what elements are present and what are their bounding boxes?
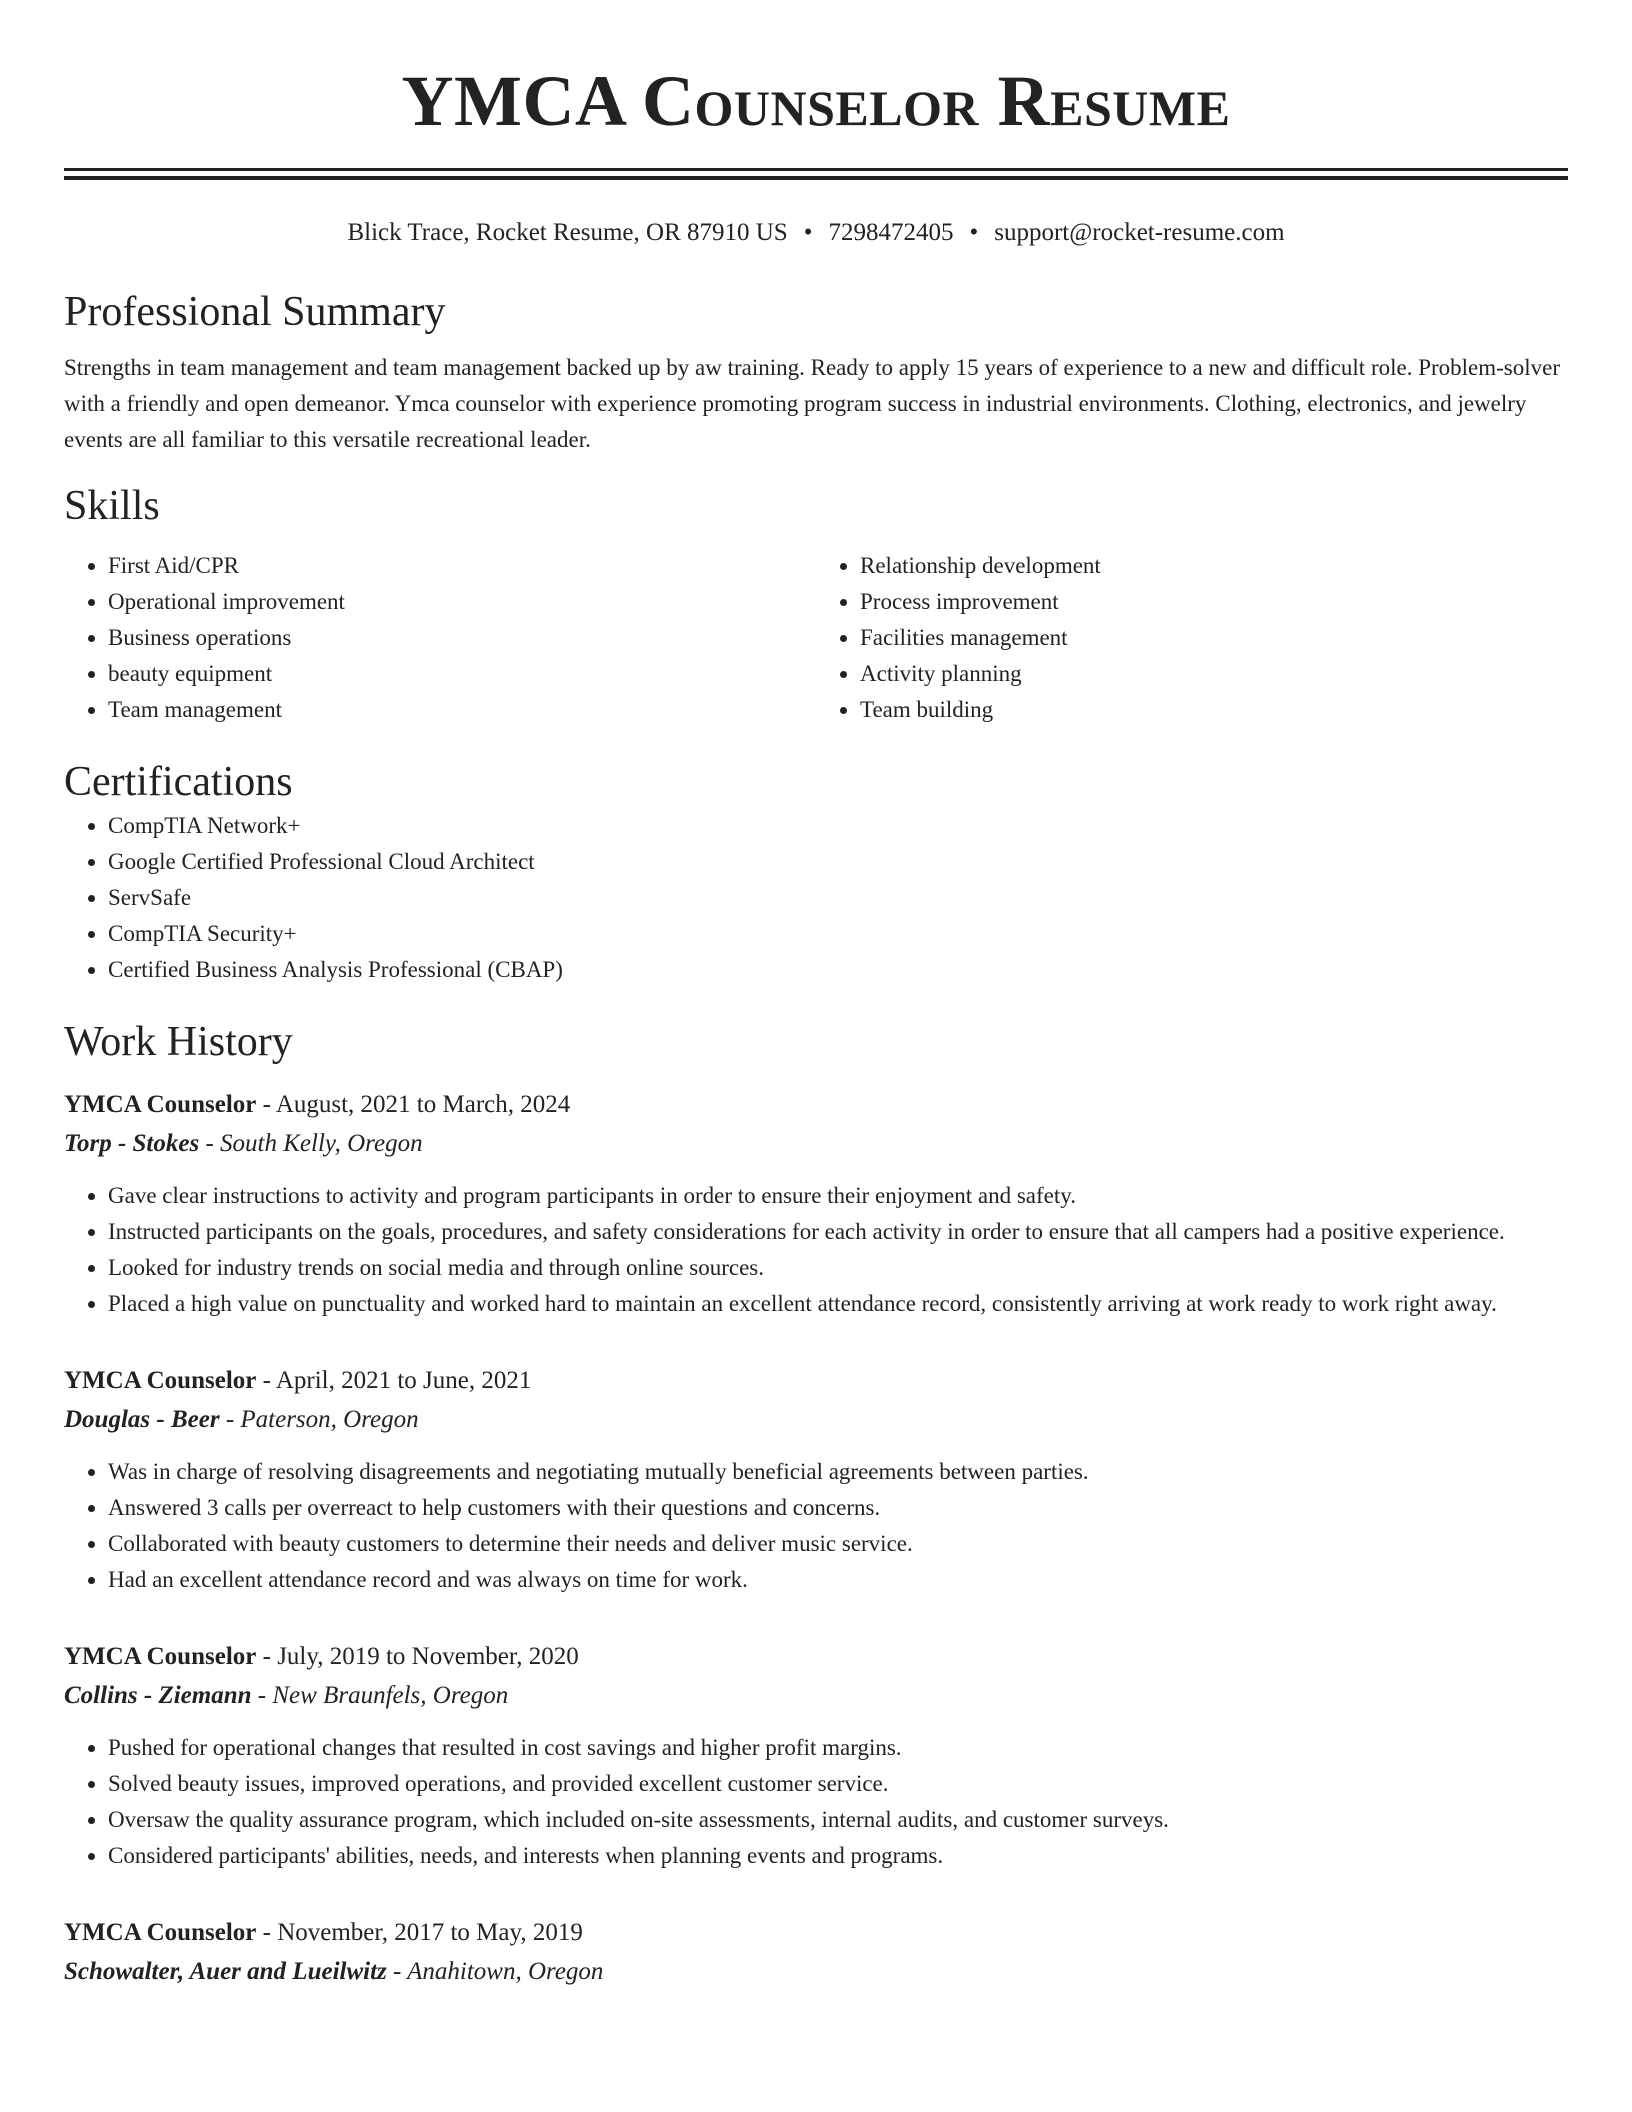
summary-heading: Professional Summary <box>64 289 446 335</box>
job-company-line <box>64 1400 1568 1440</box>
job-company-line <box>64 1676 1568 1716</box>
skill-item: • Team building <box>860 692 1568 728</box>
skills-list-right <box>816 548 1568 728</box>
job-bullet: • Collaborated with beauty customers to determine their needs and deliver music service. <box>108 1526 1568 1562</box>
job-location: Paterson, Oregon <box>240 1406 419 1433</box>
job-company: Douglas - Beer <box>64 1406 220 1433</box>
skills-columns <box>64 548 1568 728</box>
skills-list-left <box>64 548 816 728</box>
job-dash: - <box>199 1130 221 1157</box>
certifications-list <box>64 808 1568 988</box>
job-dash: - <box>386 1958 408 1985</box>
job-company: Schowalter, Auer and Lueilwitz <box>64 1958 387 1985</box>
job-title-line <box>64 1086 1568 1124</box>
job-entry <box>64 1638 1568 1874</box>
certification-item: • Certified Business Analysis Professional (CBAP) <box>108 952 1568 988</box>
job-bullet: • Gave clear instructions to activity and program participants in order to ensure their enjoyment and safety. <box>108 1178 1568 1214</box>
skill-item: • First Aid/CPR <box>108 548 816 584</box>
job-bullet: • Answered 3 calls per overreact to help customers with their questions and concerns. <box>108 1490 1568 1526</box>
contact-separator: • <box>803 219 813 246</box>
skill-item: • Process improvement <box>860 584 1568 620</box>
skill-item: • beauty equipment <box>108 656 816 692</box>
job-bullet: • Was in charge of resolving disagreements and negotiating mutually beneficial agreements between parties. <box>108 1454 1568 1490</box>
work-history-heading: Work History <box>64 1019 293 1065</box>
certification-item: • CompTIA Network+ <box>108 808 1568 844</box>
summary-text: Strengths in team management and team management backed up by aw training. Ready to apply 15 years of experience to a new and difficult role. Problem-solver with a friendly and open demeanor. Ymca counselor with experience promoting program success in industrial environments. Clothing, electronics, and jewelry events are all familiar to this versatile recreational leader. <box>64 355 1561 452</box>
contact-phone: 7298472405 <box>828 219 954 246</box>
job-company-line <box>64 1952 1568 1992</box>
job-bullet: • Had an excellent attendance record and was always on time for work. <box>108 1562 1568 1598</box>
job-title-line <box>64 1362 1568 1400</box>
skill-item: • Activity planning <box>860 656 1568 692</box>
title-rule-top <box>64 168 1568 171</box>
job-bullet: • Looked for industry trends on social media and through online sources. <box>108 1250 1568 1286</box>
skill-item: • Business operations <box>108 620 816 656</box>
certifications-heading: Certifications <box>64 759 293 805</box>
title-rule-bottom <box>64 176 1568 180</box>
skills-heading: Skills <box>64 483 160 529</box>
job-dates: August, 2021 to March, 2024 <box>275 1091 571 1118</box>
job-bullet: • Instructed participants on the goals, procedures, and safety considerations for each activity in order to ensure that all campers had a positive experience. <box>108 1214 1568 1250</box>
job-bullet: • Oversaw the quality assurance program, which included on-site assessments, internal audits, and customer surveys. <box>108 1802 1568 1838</box>
job-dates: April, 2021 to June, 2021 <box>275 1367 532 1394</box>
job-bullets <box>64 1730 1568 1874</box>
job-bullets <box>64 1454 1568 1598</box>
job-location: New Braunfels, Oregon <box>272 1682 509 1709</box>
skill-item: • Team management <box>108 692 816 728</box>
job-dash: - <box>256 1919 278 1946</box>
job-bullets <box>64 1178 1568 1322</box>
job-dash: - <box>256 1091 276 1118</box>
job-bullet: • Placed a high value on punctuality and worked hard to maintain an excellent attendance record, consistently arriving at work ready to work right away. <box>108 1286 1568 1322</box>
job-entry <box>64 1914 1568 1992</box>
job-company-line <box>64 1124 1568 1164</box>
certification-item: • Google Certified Professional Cloud Architect <box>108 844 1568 880</box>
job-bullet: • Solved beauty issues, improved operations, and provided excellent customer service. <box>108 1766 1568 1802</box>
job-role: YMCA Counselor <box>64 1643 257 1670</box>
certification-item: • CompTIA Security+ <box>108 916 1568 952</box>
job-role: YMCA Counselor <box>64 1091 257 1118</box>
job-company: Torp - Stokes <box>64 1130 200 1157</box>
contact-address: Blick Trace, Rocket Resume, OR 87910 US <box>347 219 788 246</box>
job-bullet: • Considered participants' abilities, needs, and interests when planning events and programs. <box>108 1838 1568 1874</box>
contact-line <box>64 216 1568 250</box>
job-role: YMCA Counselor <box>64 1367 257 1394</box>
certification-item: • ServSafe <box>108 880 1568 916</box>
resume-title: YMCA Counselor Resume <box>401 61 1231 141</box>
skill-item: • Operational improvement <box>108 584 816 620</box>
job-dash: - <box>251 1682 273 1709</box>
job-dash: - <box>256 1643 278 1670</box>
job-title-line <box>64 1914 1568 1952</box>
contact-email: support@rocket-resume.com <box>994 219 1285 246</box>
job-entry <box>64 1086 1568 1322</box>
skill-item: • Facilities management <box>860 620 1568 656</box>
job-location: South Kelly, Oregon <box>220 1130 423 1157</box>
job-title-line <box>64 1638 1568 1676</box>
job-role: YMCA Counselor <box>64 1919 257 1946</box>
job-entry <box>64 1362 1568 1598</box>
job-dash: - <box>256 1367 276 1394</box>
skill-item: • Relationship development <box>860 548 1568 584</box>
job-dash: - <box>219 1406 241 1433</box>
job-dates: November, 2017 to May, 2019 <box>277 1919 583 1946</box>
job-dates: July, 2019 to November, 2020 <box>277 1643 579 1670</box>
contact-separator: • <box>969 219 979 246</box>
job-location: Anahitown, Oregon <box>407 1958 604 1985</box>
job-bullet: • Pushed for operational changes that resulted in cost savings and higher profit margins. <box>108 1730 1568 1766</box>
title-double-rule <box>64 168 1568 180</box>
job-company: Collins - Ziemann <box>64 1682 252 1709</box>
